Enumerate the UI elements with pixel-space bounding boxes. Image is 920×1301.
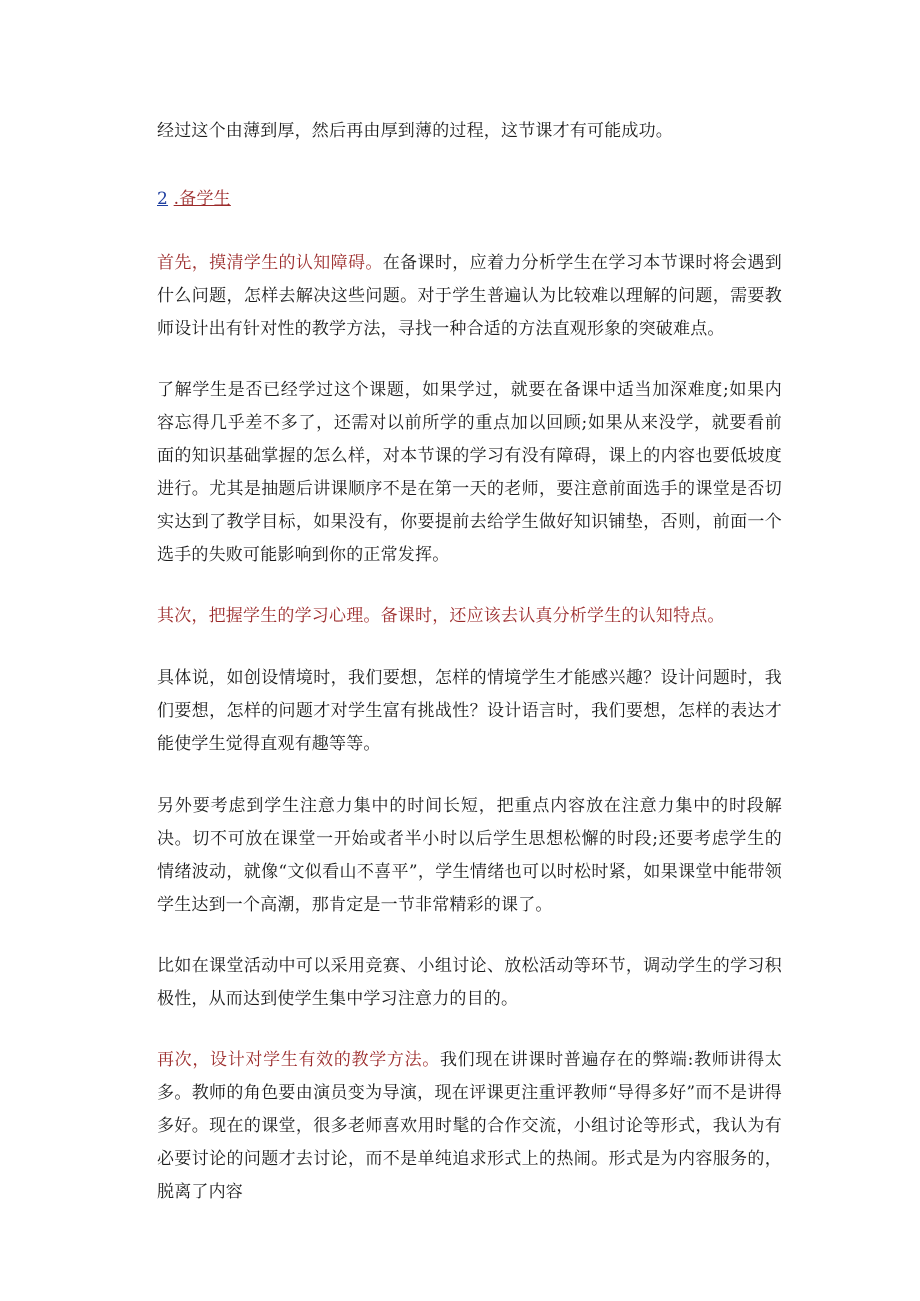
paragraph-1-body: 在备课时，应着力分析学生在学习本节课时将会遇到什么问题，怎样去解决这些问题。对于学生普遍认为比较难以理解的问题，需要教师设计出有针对性的教学方法，寻找一种合适的方法直观形象的突破难点。 bbox=[157, 253, 782, 339]
paragraph-2: 了解学生是否已经学过这个课题，如果学过，就要在备课中适当加深难度;如果内容忘得几乎差不多了，还需对以前所学的重点加以回顾;如果从来没学，就要看前面的知识基础掌握的怎么样，对本节课的学习有没有障碍，课上的内容也要低坡度进行。尤其是抽题后讲课顺序不是在第一天的老师，要注意前面选手的课堂是否切实达到了教学目标，如果没有，你要提前去给学生做好知识铺垫，否则，前面一个选手的失败可能影响到你的正常发挥。 bbox=[157, 380, 782, 565]
section-number: 2 bbox=[157, 189, 169, 209]
section-heading bbox=[157, 183, 782, 216]
paragraph-7 bbox=[157, 1044, 782, 1209]
paragraph-7-body: 我们现在讲课时普遍存在的弊端:教师讲得太多。教师的角色要由演员变为导演，现在评课更注重评教师“导得多好”而不是讲得多好。现在的课堂，很多老师喜欢用时髦的合作交流，小组讨论等形式，我认为有必要讨论的问题才去讨论，而不是单纯追求形式上的热闹。形式是为内容服务的，脱离了内容 bbox=[157, 1050, 782, 1202]
paragraph-intro: 经过这个由薄到厚，然后再由厚到薄的过程，这节课才有可能成功。 bbox=[157, 121, 673, 141]
paragraph-1-lead: 首先，摸清学生的认知障碍。 bbox=[157, 253, 383, 273]
section-title: .备学生 bbox=[173, 189, 231, 209]
paragraph-1 bbox=[157, 247, 782, 346]
paragraph-5: 另外要考虑到学生注意力集中的时间长短，把重点内容放在注意力集中的时段解决。切不可放在课堂一开始或者半小时以后学生思想松懈的时段;还要考虑学生的情绪波动，就像“文似看山不喜平”，学生情绪也可以时松时紧，如果课堂中能带领学生达到一个高潮，那肯定是一节非常精彩的课了。 bbox=[157, 796, 782, 915]
paragraph-4: 具体说，如创设情境时，我们要想，怎样的情境学生才能感兴趣？设计问题时，我们要想，怎样的问题才对学生富有挑战性？设计语言时，我们要想，怎样的表达才能使学生觉得直观有趣等等。 bbox=[157, 668, 782, 754]
paragraph-6: 比如在课堂活动中可以采用竞赛、小组讨论、放松活动等环节，调动学生的学习积极性，从而达到使学生集中学习注意力的目的。 bbox=[157, 956, 782, 1009]
paragraph-7-lead: 再次，设计对学生有效的教学方法。 bbox=[157, 1050, 440, 1070]
paragraph-3: 其次，把握学生的学习心理。备课时，还应该去认真分析学生的认知特点。 bbox=[157, 606, 725, 626]
